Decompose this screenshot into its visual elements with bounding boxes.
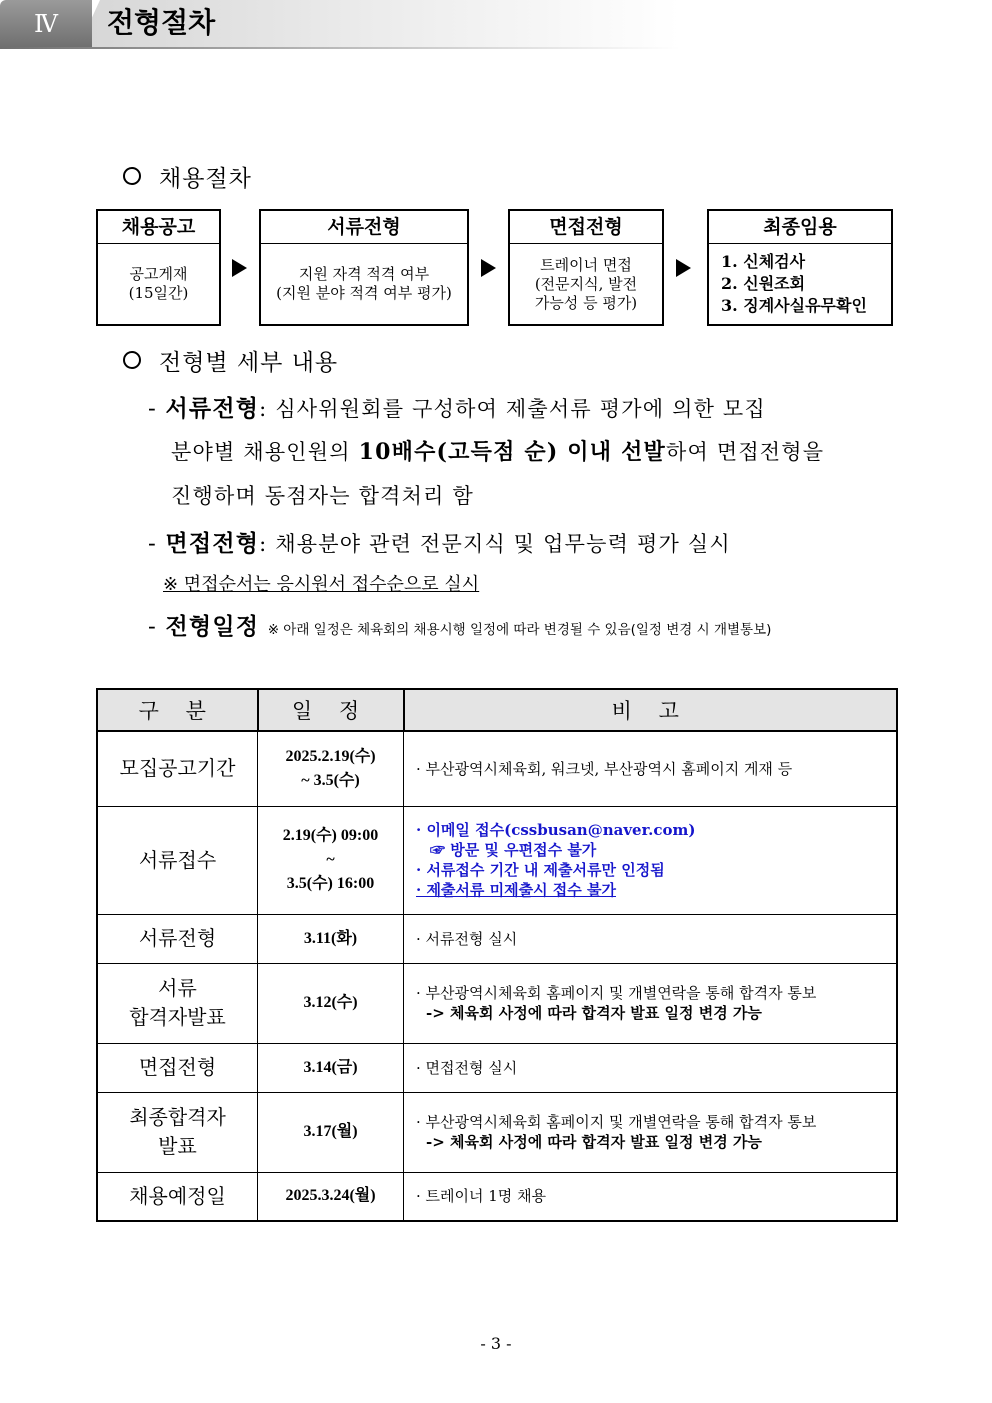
table-header: 비 고 (404, 689, 898, 731)
table-row (97, 1043, 897, 1092)
remark-line: · 제출서류 미제출시 접수 불가 (416, 881, 616, 899)
email-submission-line: · 이메일 접수(cssbusan@naver.com) (416, 821, 696, 839)
flow-step-line: 지원 자격 적격 여부 (298, 265, 430, 283)
interview-line: - 면접전형: 채용분야 관련 전문지식 및 업무능력 평가 실시 (148, 530, 731, 557)
interview-label: 면접전형 (165, 530, 260, 557)
flow-step-title: 최종임용 (709, 211, 891, 244)
circle-bullet-icon (123, 167, 141, 185)
flow-arrow-icon (481, 259, 496, 277)
no-visit-line: ☞ 방문 및 우편접수 불가 (430, 841, 597, 859)
flow-step-line: 가능성 등 평가) (534, 293, 638, 312)
category-line: 서류 (158, 976, 197, 1000)
flow-step-announcement (96, 209, 221, 326)
schedule-note: ※ 아래 일정은 체육회의 채용시행 일정에 따라 변경될 수 있음(일정 변경 시 개별통보) (267, 622, 772, 638)
table-row (97, 806, 897, 914)
interview-text: : 채용분야 관련 전문지식 및 업무능력 평가 실시 (259, 532, 731, 556)
doc-screening-text: : 심사위원회를 구성하여 제출서류 평가에 의한 모집 (259, 397, 766, 421)
category-cell: 서류전형 (97, 914, 258, 963)
schedule-table (96, 688, 898, 1222)
date-line: 2025.2.19(수) (285, 747, 376, 765)
category-cell: 면접전형 (97, 1043, 258, 1092)
page-number: - 3 - (480, 1334, 512, 1353)
date-line: ~ 3.5(수) (301, 771, 360, 789)
flow-step-line: 트레이너 면접 (540, 255, 632, 274)
remark-line: -> 체육회 사정에 따라 합격자 발표 일정 변경 가능 (426, 1004, 762, 1022)
date-line: ~ (326, 851, 335, 868)
doc-screening-label: 서류전형 (165, 395, 260, 422)
section-divider (0, 47, 680, 49)
date-cell: 3.14(금) (258, 1043, 404, 1092)
flow-step-document (259, 209, 469, 326)
category-cell: 채용예정일 (97, 1172, 258, 1221)
remark-cell (404, 963, 898, 1043)
table-row (97, 914, 897, 963)
remark-line: · 부산광역시체육회, 워크넷, 부산광역시 홈페이지 게재 등 (416, 759, 793, 778)
doc-highlight: 10배수(고득점 순) 이내 선발 (358, 439, 666, 465)
doc-screening-line1: - 서류전형: 심사위원회를 구성하여 제출서류 평가에 의한 모집 (148, 395, 766, 422)
flow-step-line: 2. 신원조회 (721, 274, 806, 293)
date-cell: 3.17(월) (258, 1092, 404, 1172)
date-line: 2.19(수) 09:00 (282, 827, 379, 844)
flow-step-interview (508, 209, 664, 326)
date-line: 3.5(수) 16:00 (286, 875, 375, 892)
table-header: 구 분 (97, 689, 258, 731)
category-line: 발표 (158, 1134, 197, 1158)
remark-line: · 서류접수 기간 내 제출서류만 인정됨 (416, 861, 665, 879)
remark-cell: · 면접전형 실시 (404, 1043, 898, 1092)
doc-text: 하여 면접전형을 (665, 440, 825, 464)
interview-note: ※ 면접순서는 응시원서 접수순으로 실시 (163, 574, 480, 595)
recruit-process-heading: 채용절차 (123, 160, 252, 193)
category-line: 최종합격자 (129, 1105, 226, 1129)
flow-step-line: 3. 징계사실유무확인 (721, 296, 867, 315)
table-row (97, 1092, 897, 1172)
category-cell (97, 963, 258, 1043)
category-cell: 모집공고기간 (97, 731, 258, 806)
remark-line: · 부산광역시체육회 홈페이지 및 개별연락을 통해 합격자 통보 (416, 1113, 817, 1131)
table-row (97, 1172, 897, 1221)
flow-step-line: (15일간) (128, 284, 189, 302)
date-cell: 3.12(수) (258, 963, 404, 1043)
remark-line: -> 체육회 사정에 따라 합격자 발표 일정 변경 가능 (426, 1133, 762, 1151)
doc-screening-line2 (171, 435, 824, 466)
section-number: Ⅳ (0, 0, 92, 48)
remark-cell: · 트레이너 1명 채용 (404, 1172, 898, 1221)
flow-step-title: 채용공고 (98, 211, 219, 244)
flow-step-line: (지원 분야 적격 여부 평가) (276, 284, 452, 302)
details-heading: 전형별 세부 내용 (123, 344, 338, 377)
remark-cell: · 서류전형 실시 (404, 914, 898, 963)
table-row (97, 963, 897, 1043)
date-cell (258, 731, 404, 806)
section-title: 전형절차 (107, 6, 216, 39)
remark-cell (404, 731, 898, 806)
flow-step-line: 1. 신체검사 (721, 252, 806, 271)
section-header (0, 0, 680, 48)
remark-cell (404, 1092, 898, 1172)
date-cell (258, 806, 404, 914)
date-cell: 3.11(화) (258, 914, 404, 963)
table-row (97, 731, 897, 806)
flow-step-title: 서류전형 (261, 211, 467, 244)
circle-bullet-icon (123, 351, 141, 369)
flow-step-title: 면접전형 (510, 211, 662, 244)
date-cell: 2025.3.24(월) (258, 1172, 404, 1221)
flow-step-final (707, 209, 893, 326)
doc-screening-line3: 진행하며 동점자는 합격처리 함 (171, 484, 474, 508)
flow-step-line: 공고게재 (129, 265, 188, 283)
remark-cell (404, 806, 898, 914)
doc-text: 분야별 채용인원의 (171, 440, 359, 464)
flow-arrow-icon (232, 259, 247, 277)
schedule-label: 전형일정 (165, 613, 260, 640)
schedule-line: - 전형일정 ※ 아래 일정은 체육회의 채용시행 일정에 따라 변경될 수 있음(일정 변경 시 개별통보) (148, 613, 772, 640)
remark-line: · 부산광역시체육회 홈페이지 및 개별연락을 통해 합격자 통보 (416, 984, 817, 1002)
flow-arrow-icon (676, 259, 691, 277)
flow-step-line: (전문지식, 발전 (534, 274, 638, 293)
table-header: 일 정 (258, 689, 404, 731)
table-header-row (97, 689, 897, 731)
category-cell (97, 1092, 258, 1172)
category-line: 합격자발표 (129, 1005, 226, 1029)
category-cell: 서류접수 (97, 806, 258, 914)
